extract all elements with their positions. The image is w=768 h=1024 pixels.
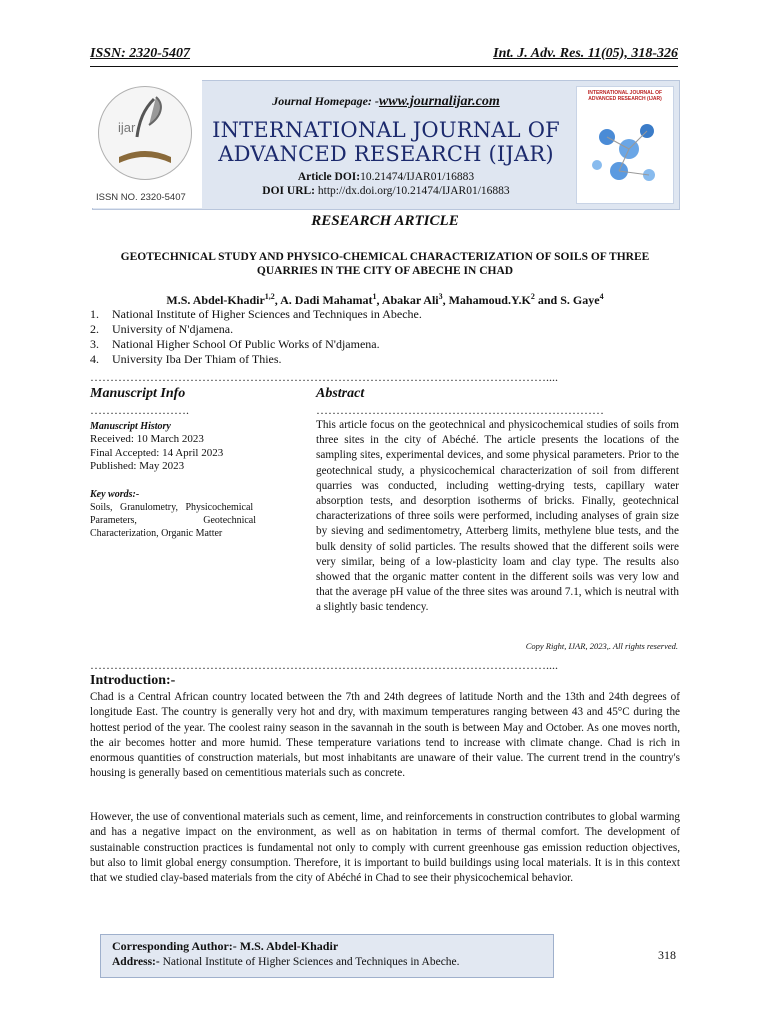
affiliation: 3. National Higher School Of Public Works of N'djamena. <box>90 337 380 351</box>
citation-text: Int. J. Adv. Res. 11(05), 318-326 <box>493 46 678 61</box>
cover-title: INTERNATIONAL JOURNAL OF ADVANCED RESEARCH (IJAR) <box>587 90 663 102</box>
journal-homepage: Journal Homepage: -www.journalijar.com <box>272 94 500 109</box>
author: S. Gaye <box>560 293 600 307</box>
dotted-separator: …………………………………………………………………………………………………….... <box>90 370 558 384</box>
affiliation-list <box>90 307 676 367</box>
homepage-link[interactable]: www.journalijar.com <box>378 94 500 109</box>
manuscript-history: Manuscript History Received: 10 March 2023 Final Accepted: 14 April 2023 Published: May 2023 <box>90 421 224 472</box>
dotted-separator: …………………………………………………………………………………………………….... <box>90 658 558 672</box>
affiliation: 4. University Iba Der Thiam of Thies. <box>90 352 282 366</box>
affiliation: 2. University of N'djamena. <box>90 322 234 336</box>
quill-book-icon <box>99 87 191 179</box>
author: Mahamoud.Y.K <box>448 293 531 307</box>
corresponding-author: Corresponding Author:- M.S. Abdel-Khadir <box>112 939 339 953</box>
doi-url-link[interactable]: http://dx.doi.org/10.21474/IJAR01/16883 <box>317 185 510 197</box>
author: M.S. Abdel-Khadir <box>166 293 265 307</box>
author-list: M.S. Abdel-Khadir$^{1,2}$, A. Dadi Mahamat$^1$, Abakar Ali$^3$, $Mahamoud.Y.K^2$ and S. Gaye$^4$ <box>166 292 604 307</box>
article-type: RESEARCH ARTICLE <box>311 213 459 229</box>
issn-text: ISSN: 2320-5407 <box>90 46 190 61</box>
body-paragraph: However, the use of conventional materials such as cement, lime, and reinforcements in construction contributes to global warming and has a negative impact on the environment, as well as on habitation in terms of thermal comfort. The development of sustainable construction practices is fundamental not only to comply with current greenhouse gas emission reduction objectives, but also to limit global energy consumption. Therefore, it is important to build buildings using local materials. It is in this context that we studied clay-based materials from the city of Abéché in Chad to see their physicochemical behavior. <box>90 811 680 885</box>
author-address: Address:- National Institute of Higher Sciences and Techniques in Abeche. <box>112 956 460 968</box>
dotted-separator: ……………………………………………………………… <box>316 403 604 417</box>
article-doi: 10.21474/IJAR01/16883 <box>360 171 475 183</box>
journal-title: INTERNATIONAL JOURNAL OF ADVANCED RESEARCH (IJAR) <box>212 118 560 166</box>
journal-logo <box>98 86 192 180</box>
abstract-heading: Abstract <box>316 386 365 401</box>
dotted-separator: ……………………. <box>90 403 189 417</box>
introduction-heading: Introduction:- <box>90 673 176 688</box>
paper-title: GEOTECHNICAL STUDY AND PHYSICO-CHEMICAL CHARACTERIZATION OF SOILS OF THREE QUARRIES IN THE CITY OF ABECHE IN CHAD <box>120 251 650 277</box>
molecule-image <box>577 87 673 203</box>
abstract-text: This article focus on the geotechnical and physicochemical studies of soils from three sites in the city of Abéché. The article presents the locations of the sampling sites, experimental devices, and some physical parameters. Prior to the geotechnical study, a physicochemical characterization of soil from different quarries was conducted, including wetting-drying tests, capillary water absorption tests, and desorption isotherms of bricks. Finally, geotechnical characterizations of three soils were performed, including analyses of grain size by sieving and sedimentometry, Atterberg limits, methylene blue tests, and the bulk density of solid particles. The results showed that the different soils were very similar, being of a low-plasticity loam and clay type. The results also showed that the organic matter content in the different soils was very low and that the average pH value of the three sites was around 7.1, which is neutral with a slightly basic tendency. <box>316 419 679 614</box>
body-paragraph: Chad is a Central African country located between the 7th and 24th degrees of latitude North and the 13th and 24th degrees of longitude East. The country is generally very hot and dry, with maximum temperatures ranging between 43 and 45°C during the hottest period of the year. The coolest rainy season in the savannah in the south is between May and October. As one moves north, the air becomes hotter and more humid. These temperature variations tend to increase with climate change. Chad is rich in enormous quantities of construction materials, but most inhabitants are unaware of their value. The current trend in the country's housing is generally based on cementitious materials such as concrete. <box>90 691 680 780</box>
manuscript-info-heading: Manuscript Info <box>90 386 186 401</box>
affiliation: 1. National Institute of Higher Sciences and Techniques in Abeche. <box>90 307 422 321</box>
author: Abakar Ali <box>381 293 439 307</box>
journal-cover-thumbnail <box>576 86 674 204</box>
page-number: 318 <box>658 948 676 962</box>
running-header <box>90 46 678 67</box>
logo-issn: ISSN NO. 2320-5407 <box>96 192 186 203</box>
author: A. Dadi Mahamat <box>280 293 373 307</box>
doi-block: Article DOI:10.21474/IJAR01/16883 DOI URL: http://dx.doi.org/10.21474/IJAR01/16883 <box>262 171 510 197</box>
keywords-block: Key words:- Soils, Granulometry, Physicochemical Parameters, Geotechnical Characterization, Organic Matter <box>90 489 256 539</box>
logo-wordmark: ijar <box>118 120 136 135</box>
copyright-notice: Copy Right, IJAR, 2023,. All rights reserved. <box>525 641 678 651</box>
